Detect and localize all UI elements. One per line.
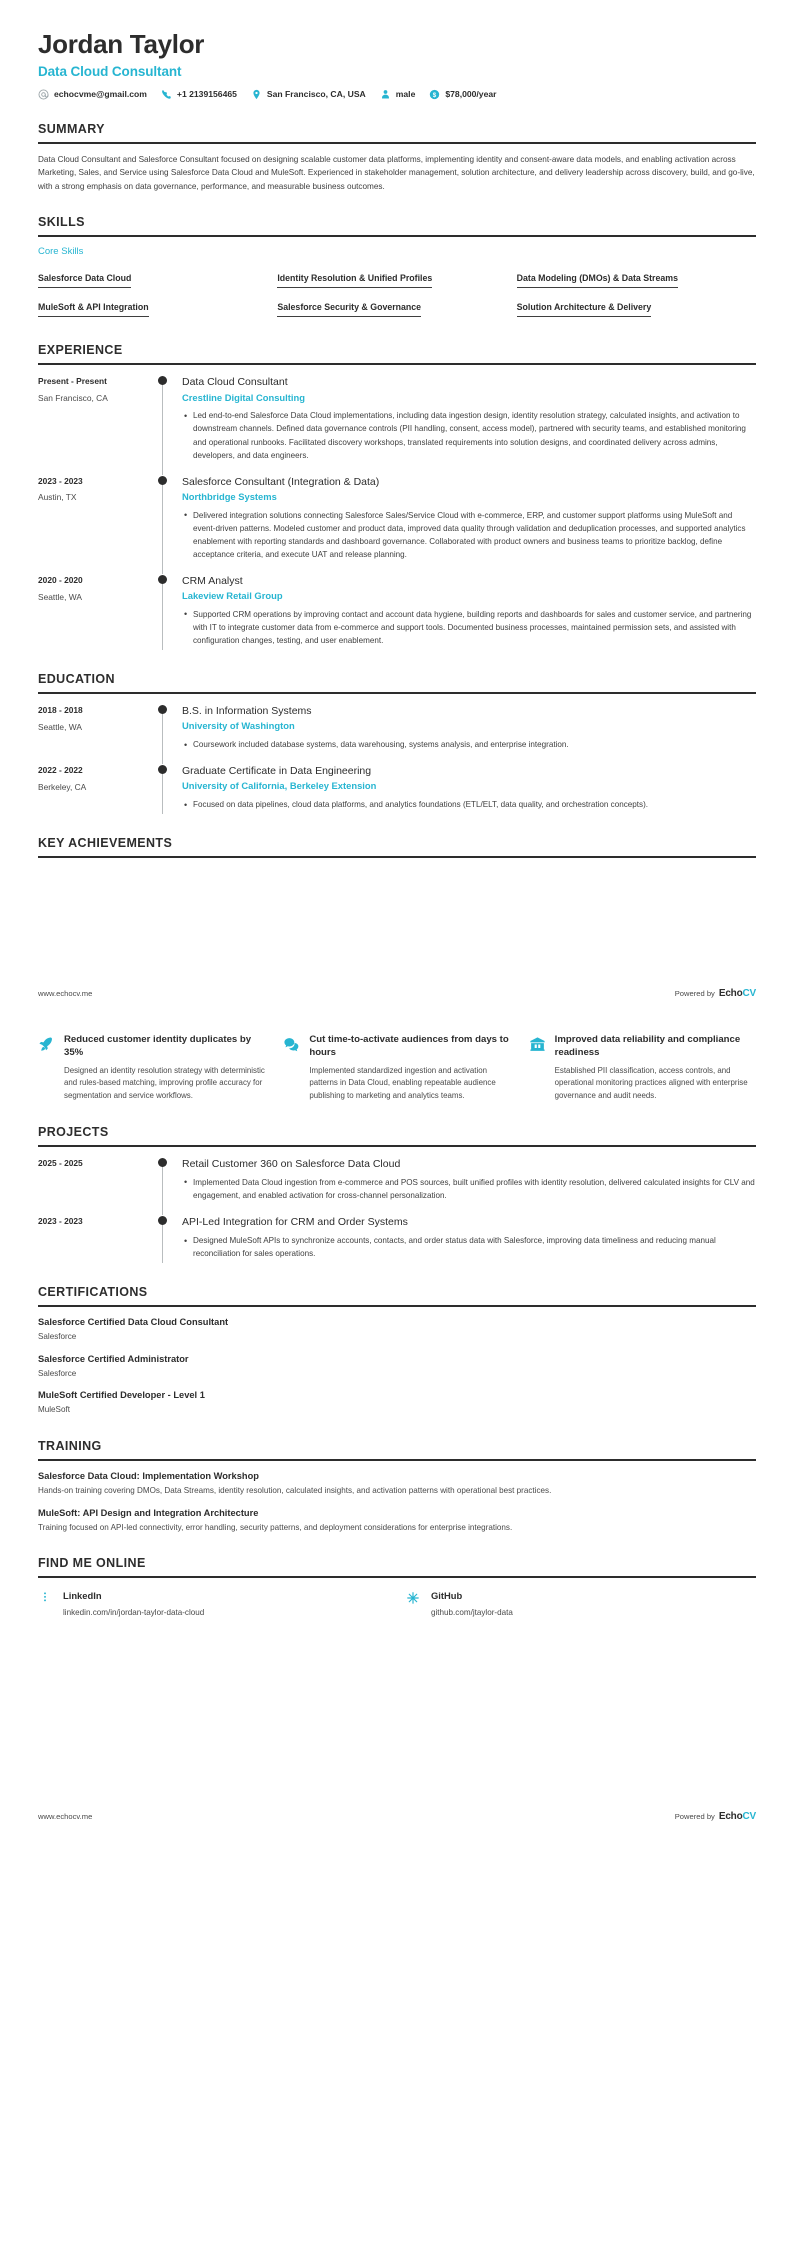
entry-title: Salesforce Consultant (Integration & Data) [182, 475, 380, 488]
timeline-dot-icon [158, 575, 167, 584]
skill-label: Salesforce Security & Governance [277, 302, 421, 317]
brand-echo: Echo [718, 988, 743, 1000]
entry-date: 2022 - 2022 [38, 765, 83, 776]
timeline-rail [158, 764, 180, 814]
footer-site-url: www.echocv.me [38, 989, 93, 999]
section-divider [38, 235, 756, 237]
section-skills [38, 215, 756, 321]
entry-location: Berkeley, CA [38, 781, 87, 792]
training-name: Salesforce Data Cloud: Implementation Workshop [38, 1471, 259, 1482]
section-find-me-online [38, 1556, 756, 1619]
entry-body [180, 764, 756, 814]
entry-meta [38, 1215, 158, 1263]
certification-name: Salesforce Certified Data Cloud Consultant [38, 1317, 229, 1328]
section-title-experience: EXPERIENCE [38, 343, 123, 358]
entry-bullet: • Designed MuleSoft APIs to synchronize accounts, contacts, and order status data with Salesforce, improving data timeliness and reducing manual reconciliation for sales operations. [182, 1234, 756, 1260]
training-item [38, 1507, 756, 1535]
entry-location: San Francisco, CA [38, 393, 108, 404]
entry-body [180, 475, 756, 564]
contact-email[interactable] [38, 89, 147, 100]
online-profile-url: github.com/jtaylor-data [431, 1607, 513, 1617]
timeline-dot-icon [158, 705, 167, 714]
achievement-body [555, 1033, 756, 1102]
svg-text:$: $ [433, 91, 437, 99]
online-profile-body [63, 1590, 204, 1619]
online-profile-linkedin[interactable] [38, 1590, 388, 1619]
section-divider [38, 1305, 756, 1307]
section-education [38, 672, 756, 814]
footer-powered-by-label: Powered by [674, 1812, 715, 1822]
section-divider [38, 1576, 756, 1578]
entry-body [180, 1215, 756, 1263]
entry-date: Present - Present [38, 376, 107, 387]
entry-title: B.S. in Information Systems [182, 705, 312, 718]
section-certifications [38, 1285, 756, 1417]
timeline-rail [158, 475, 180, 564]
entry-bullet: • Coursework included database systems, data warehousing, systems analysis, and enterprise integration. [182, 738, 756, 751]
entry-bullet: • Led end-to-end Salesforce Data Cloud implementations, including data ingestion design, identity resolution strategy, calculated insights, and activation to downstream channels. Defined data governance controls (PII handling, consent, access model), partnered with security teams, and established monitoring and operational runbooks. Facilitated discovery workshops, translated requirements into solution designs, and coordinated delivery across admins, developers, and data engineers. [182, 409, 756, 461]
online-profile-github[interactable] [406, 1590, 756, 1619]
entry-body [180, 1157, 756, 1205]
entry-location: Seattle, WA [38, 721, 82, 732]
entry-bullets [182, 608, 756, 647]
project-entry [38, 1147, 756, 1205]
certification-issuer: MuleSoft [38, 1405, 70, 1415]
entry-bullet: • Focused on data pipelines, cloud data platforms, and analytics foundations (ETL/ELT, data quality, and orchestration concepts). [182, 798, 756, 811]
footer-brand [675, 988, 756, 999]
page-footer-bottom [0, 1811, 794, 1822]
section-projects [38, 1125, 756, 1264]
education-entry [38, 694, 756, 754]
entry-bullets [182, 1234, 756, 1260]
skill-item [517, 292, 756, 321]
entry-bullet: • Delivered integration solutions connecting Salesforce Sales/Service Cloud with e-commerce, ERP, and customer support platforms using MuleSoft and event-driven patterns. Modeled customer and product data, improved data quality through validation and deduplication processes, and supported analytics enablement with reporting standards and dashboard governance. Collaborated with product owners and business teams to prioritize backlog, define acceptance criteria, and execute UAT and release planning. [182, 509, 756, 561]
training-name: MuleSoft: API Design and Integration Architecture [38, 1507, 259, 1518]
footer-powered-by-label: Powered by [674, 989, 715, 999]
contact-phone-value: +1 2139156465 [176, 89, 237, 100]
contact-location-value: San Francisco, CA, USA [266, 89, 366, 100]
entry-meta [38, 375, 158, 464]
entry-date: 2020 - 2020 [38, 575, 83, 586]
summary-text: Data Cloud Consultant and Salesforce Consultant focused on designing scalable customer data platforms, implementing identity and consent-aware data models, and enabling activation across Marketing, Sales, and Service using Salesforce Data Cloud and MuleSoft. Experienced in stakeholder management, solution architecture, and delivery leadership across discovery, build, and go-live, with a strong emphasis on data governance, performance, and measurable business outcomes. [38, 154, 755, 191]
entry-bullets [182, 798, 756, 811]
entry-location: Seattle, WA [38, 591, 82, 602]
entry-date: 2025 - 2025 [38, 1157, 83, 1168]
section-summary [38, 122, 756, 194]
section-title-projects: PROJECTS [38, 1124, 109, 1139]
timeline-dot-icon [158, 1216, 167, 1225]
timeline-rail [158, 375, 180, 464]
phone-icon [161, 89, 172, 100]
footer-brand-name [719, 988, 756, 999]
contact-salary [429, 89, 496, 100]
section-divider [38, 142, 756, 144]
education-entry [38, 754, 756, 814]
achievement-card [283, 1033, 510, 1102]
section-title-skills: SKILLS [38, 215, 85, 230]
entry-meta [38, 704, 158, 754]
entry-location: Austin, TX [38, 492, 77, 503]
online-profile-url: linkedin.com/in/jordan-taylor-data-cloud [63, 1607, 205, 1617]
skill-item [38, 292, 277, 321]
page-break-gap [0, 858, 794, 946]
online-profile-body [431, 1590, 513, 1619]
timeline-rail [158, 574, 180, 650]
certification-name: Salesforce Certified Administrator [38, 1353, 189, 1364]
entry-bullets [182, 409, 756, 461]
skills-group-label: Core Skills [38, 246, 84, 258]
page-footer [0, 988, 794, 999]
chat-bubbles-icon [283, 1033, 301, 1102]
online-profile-label: GitHub [431, 1590, 463, 1602]
certification-item [38, 1389, 756, 1417]
entry-meta [38, 574, 158, 650]
section-title-certifications: CERTIFICATIONS [38, 1285, 148, 1300]
skill-item [38, 263, 277, 292]
entry-body [180, 704, 756, 754]
skill-item [277, 292, 516, 321]
section-title-key-achievements: KEY ACHIEVEMENTS [38, 836, 173, 851]
timeline-dot-icon [158, 765, 167, 774]
contact-gender-value: male [395, 89, 416, 100]
entry-date: 2023 - 2023 [38, 475, 83, 486]
section-divider [38, 1459, 756, 1461]
entry-meta [38, 475, 158, 564]
entry-date: 2018 - 2018 [38, 705, 83, 716]
footer-brand [675, 1811, 756, 1822]
section-experience [38, 343, 756, 650]
section-title-find-me-online: FIND ME ONLINE [38, 1556, 146, 1571]
achievement-title: Reduced customer identity duplicates by 35% [64, 1034, 252, 1059]
entry-body [180, 375, 756, 464]
achievement-description: Implemented standardized ingestion and activation patterns in Data Cloud, enabling repeatable audience publishing to marketing and analytics teams. [309, 1065, 496, 1100]
entry-title: Retail Customer 360 on Salesforce Data Cloud [182, 1157, 401, 1170]
entry-title: Data Cloud Consultant [182, 376, 288, 389]
section-title-training: TRAINING [38, 1439, 102, 1454]
brand-cv: CV [742, 988, 756, 1000]
section-training [38, 1439, 756, 1534]
entry-title: CRM Analyst [182, 575, 243, 588]
certification-issuer: Salesforce [38, 1332, 77, 1342]
online-profile-label: LinkedIn [63, 1590, 102, 1602]
entry-organization: University of Washington [182, 720, 295, 732]
experience-entry [38, 365, 756, 464]
entry-bullet: • Supported CRM operations by improving contact and account data hygiene, building reports and dashboards for sales and customer service, and partnering with IT to integrate customer data from e-commerce and support tools. Documented business processes, maintained permission sets, and assisted with configuration changes, testing, and user enablement. [182, 608, 756, 647]
contact-email-value: echocvme@gmail.com [54, 89, 147, 100]
entry-body [180, 574, 756, 650]
section-title-summary: SUMMARY [38, 121, 105, 136]
achievement-title: Improved data reliability and compliance readiness [554, 1034, 741, 1059]
certification-issuer: Salesforce [38, 1368, 77, 1378]
entry-meta [38, 764, 158, 814]
experience-entry [38, 465, 756, 564]
timeline-rail [158, 704, 180, 754]
location-pin-icon [251, 89, 262, 100]
section-title-education: EDUCATION [38, 672, 115, 687]
entry-title: Graduate Certificate in Data Engineering [182, 765, 372, 778]
github-icon [406, 1590, 422, 1619]
certification-name: MuleSoft Certified Developer - Level 1 [38, 1390, 205, 1401]
bank-icon [529, 1033, 547, 1102]
resume-header [38, 0, 756, 100]
contact-phone[interactable] [161, 89, 237, 100]
skill-item [277, 263, 516, 292]
achievement-body [309, 1033, 510, 1102]
entry-bullets [182, 509, 756, 561]
brand-cv: CV [742, 1811, 756, 1823]
achievement-title: Cut time-to-activate audiences from days to hours [309, 1034, 509, 1059]
timeline-dot-icon [158, 376, 167, 385]
contact-salary-value: $78,000/year [445, 89, 497, 100]
entry-bullet: • Implemented Data Cloud ingestion from e-commerce and POS sources, built unified profiles with identity resolution, delivered calculated insights for CLV and engagement, and enabled activation for cross-channel personalization. [182, 1176, 756, 1202]
entry-organization: Crestline Digital Consulting [182, 391, 305, 403]
online-profiles [38, 1590, 756, 1619]
training-description: Training focused on API-led connectivity, error handling, security patterns, and deployment considerations for enterprise integrations. [38, 1522, 513, 1532]
timeline-dot-icon [158, 476, 167, 485]
contact-gender [380, 89, 416, 100]
candidate-role: Data Cloud Consultant [38, 63, 182, 79]
linkedin-icon [38, 1590, 54, 1619]
entry-bullets [182, 1176, 756, 1202]
entry-organization: University of California, Berkeley Extension [182, 780, 377, 792]
rocket-icon [38, 1033, 56, 1102]
achievement-description: Designed an identity resolution strategy with deterministic and rules-based matching, improving profile accuracy for segmentation and service workflows. [64, 1065, 265, 1100]
certification-item [38, 1316, 756, 1344]
dollar-coin-icon [429, 89, 440, 100]
entry-organization: Lakeview Retail Group [182, 590, 283, 602]
achievement-card [38, 1033, 265, 1102]
experience-entry [38, 564, 756, 650]
candidate-name: Jordan Taylor [38, 29, 205, 59]
email-icon [38, 89, 49, 100]
entry-date: 2023 - 2023 [38, 1215, 83, 1226]
achievement-body [64, 1033, 265, 1102]
key-achievements-cards [38, 1033, 756, 1102]
skill-label: Identity Resolution & Unified Profiles [277, 273, 432, 288]
skills-grid [38, 263, 756, 321]
achievement-card [529, 1033, 756, 1102]
project-entry [38, 1205, 756, 1263]
skill-label: Data Modeling (DMOs) & Data Streams [517, 273, 678, 288]
person-icon [380, 89, 391, 100]
entry-title: API-Led Integration for CRM and Order Systems [182, 1215, 408, 1228]
skill-item [517, 263, 756, 292]
footer-site-url: www.echocv.me [38, 1812, 93, 1822]
footer-brand-name [719, 1811, 756, 1822]
timeline-rail [158, 1215, 180, 1263]
achievement-description: Established PII classification, access controls, and operational monitoring practices aligned with enterprise governance and audit needs. [554, 1065, 748, 1100]
training-item [38, 1470, 756, 1498]
contact-location [251, 89, 366, 100]
timeline-rail [158, 1157, 180, 1205]
bottom-spacer [0, 1619, 794, 1769]
skill-label: Salesforce Data Cloud [38, 273, 131, 288]
entry-organization: Northbridge Systems [182, 490, 277, 502]
brand-echo: Echo [718, 1811, 743, 1823]
section-key-achievements [38, 836, 756, 858]
certification-item [38, 1353, 756, 1381]
entry-bullets [182, 738, 756, 751]
skill-label: Solution Architecture & Delivery [517, 302, 652, 317]
training-description: Hands-on training covering DMOs, Data Streams, identity resolution, calculated insights, and activation patterns with operational best practices. [38, 1486, 552, 1496]
contact-list [38, 89, 756, 100]
entry-meta [38, 1157, 158, 1205]
timeline-dot-icon [158, 1158, 167, 1167]
skill-label: MuleSoft & API Integration [38, 302, 149, 317]
